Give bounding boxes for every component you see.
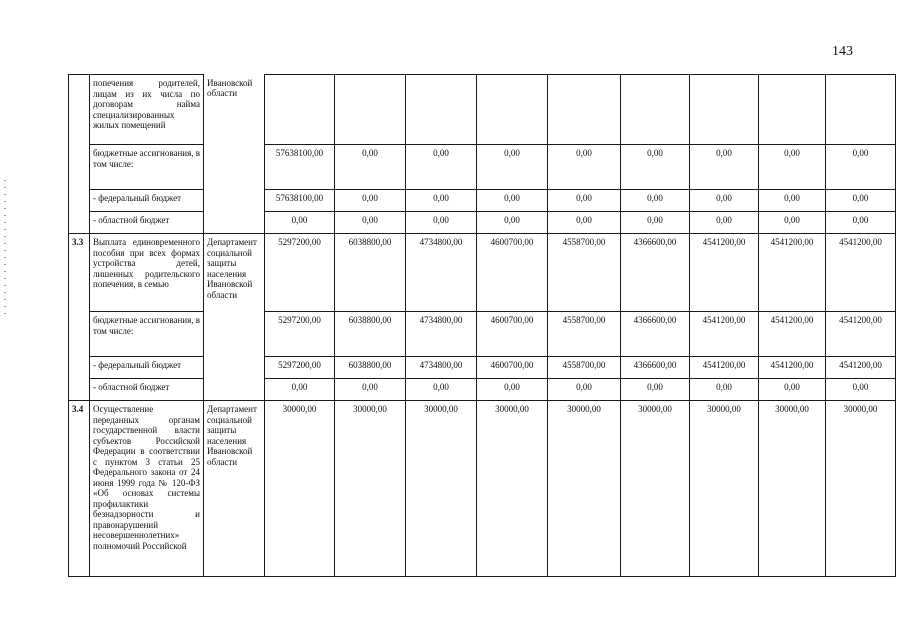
scan-artifact bbox=[4, 180, 6, 320]
value-cell: 0,00 bbox=[826, 379, 896, 401]
value-cell: 30000,00 bbox=[690, 401, 759, 577]
row-label: - федеральный бюджет bbox=[90, 357, 204, 379]
row-label: бюджетные ассигнования, в том числе: bbox=[90, 145, 204, 190]
value-cell: 6038800,00 bbox=[335, 357, 406, 379]
value-cell: 57638100,00 bbox=[265, 190, 335, 212]
value-cell: 0,00 bbox=[621, 190, 690, 212]
value-cell bbox=[690, 75, 759, 145]
row-number bbox=[69, 75, 90, 234]
value-cell: 0,00 bbox=[477, 145, 548, 190]
value-cell: 0,00 bbox=[335, 212, 406, 234]
value-cell: 4541200,00 bbox=[826, 234, 896, 312]
row-label: - областной бюджет bbox=[90, 212, 204, 234]
value-cell bbox=[826, 75, 896, 145]
value-cell: 4541200,00 bbox=[759, 357, 826, 379]
value-cell: 4558700,00 bbox=[548, 357, 621, 379]
value-cell: 0,00 bbox=[690, 379, 759, 401]
value-cell bbox=[406, 75, 477, 145]
table-row bbox=[69, 212, 896, 234]
value-cell: 0,00 bbox=[690, 145, 759, 190]
row-label: - федеральный бюджет bbox=[90, 190, 204, 212]
value-cell: 4366600,00 bbox=[621, 312, 690, 357]
value-cell: 0,00 bbox=[690, 190, 759, 212]
table-row bbox=[69, 379, 896, 401]
row-label: Осуществление переданных органам государственной власти субъектов Российской Федерации в соответствии с пунктом 3 статьи 25 Федерального закона от 24 июня 1999 года № 120-ФЗ «Об основах системы профилактики безнадзорности и правонарушений несовершеннолетних» полномочий Российской bbox=[90, 401, 204, 577]
value-cell bbox=[759, 75, 826, 145]
value-cell: 30000,00 bbox=[265, 401, 335, 577]
value-cell: 4734800,00 bbox=[406, 357, 477, 379]
value-cell: 30000,00 bbox=[621, 401, 690, 577]
value-cell: 0,00 bbox=[548, 379, 621, 401]
value-cell: 4734800,00 bbox=[406, 234, 477, 312]
page-number: 143 bbox=[832, 44, 853, 59]
value-cell: 30000,00 bbox=[477, 401, 548, 577]
value-cell: 0,00 bbox=[621, 212, 690, 234]
value-cell bbox=[548, 75, 621, 145]
row-label: попечения родителей, лицам из их числа по договорам найма специализированных жилых помещений bbox=[90, 75, 204, 145]
value-cell: 0,00 bbox=[477, 190, 548, 212]
value-cell: 4541200,00 bbox=[759, 234, 826, 312]
value-cell: 30000,00 bbox=[335, 401, 406, 577]
table-row bbox=[69, 75, 896, 145]
value-cell: 4600700,00 bbox=[477, 312, 548, 357]
value-cell: 0,00 bbox=[548, 212, 621, 234]
table-row bbox=[69, 234, 896, 312]
value-cell: 0,00 bbox=[406, 212, 477, 234]
value-cell: 0,00 bbox=[406, 190, 477, 212]
value-cell: 57638100,00 bbox=[265, 145, 335, 190]
value-cell: 0,00 bbox=[335, 190, 406, 212]
value-cell: 0,00 bbox=[477, 212, 548, 234]
value-cell: 4734800,00 bbox=[406, 312, 477, 357]
row-number: 3.3 bbox=[69, 234, 90, 401]
value-cell: 4541200,00 bbox=[690, 234, 759, 312]
table-row bbox=[69, 401, 896, 577]
responsible-organization: Департамент социальной защиты населения Ивановской области bbox=[204, 401, 265, 577]
value-cell: 0,00 bbox=[690, 212, 759, 234]
row-label: - областной бюджет bbox=[90, 379, 204, 401]
value-cell: 0,00 bbox=[826, 145, 896, 190]
value-cell: 0,00 bbox=[621, 379, 690, 401]
value-cell: 4558700,00 bbox=[548, 234, 621, 312]
value-cell: 4600700,00 bbox=[477, 234, 548, 312]
value-cell: 0,00 bbox=[406, 145, 477, 190]
value-cell: 0,00 bbox=[759, 145, 826, 190]
row-label: бюджетные ассигнования, в том числе: bbox=[90, 312, 204, 357]
value-cell: 5297200,00 bbox=[265, 357, 335, 379]
table-row bbox=[69, 145, 896, 190]
value-cell: 0,00 bbox=[826, 212, 896, 234]
budget-table bbox=[68, 74, 896, 577]
value-cell: 0,00 bbox=[406, 379, 477, 401]
value-cell: 5297200,00 bbox=[265, 234, 335, 312]
value-cell: 6038800,00 bbox=[335, 234, 406, 312]
value-cell: 0,00 bbox=[548, 190, 621, 212]
table-row bbox=[69, 190, 896, 212]
responsible-organization: Департамент социальной защиты населения Ивановской области bbox=[204, 234, 265, 401]
value-cell: 4541200,00 bbox=[759, 312, 826, 357]
table-row bbox=[69, 312, 896, 357]
value-cell: 0,00 bbox=[335, 145, 406, 190]
value-cell: 0,00 bbox=[621, 145, 690, 190]
row-label: Выплата единовременного пособия при всех формах устройства детей, лишенных родительского попечения, в семью bbox=[90, 234, 204, 312]
value-cell: 30000,00 bbox=[826, 401, 896, 577]
responsible-organization: Ивановской области bbox=[204, 75, 265, 234]
value-cell: 4541200,00 bbox=[690, 312, 759, 357]
value-cell bbox=[477, 75, 548, 145]
value-cell: 4541200,00 bbox=[690, 357, 759, 379]
value-cell: 4541200,00 bbox=[826, 357, 896, 379]
value-cell: 0,00 bbox=[477, 379, 548, 401]
value-cell: 0,00 bbox=[548, 145, 621, 190]
value-cell bbox=[335, 75, 406, 145]
value-cell: 0,00 bbox=[759, 212, 826, 234]
value-cell: 4541200,00 bbox=[826, 312, 896, 357]
value-cell: 0,00 bbox=[265, 379, 335, 401]
value-cell: 0,00 bbox=[335, 379, 406, 401]
value-cell: 30000,00 bbox=[406, 401, 477, 577]
value-cell: 4366600,00 bbox=[621, 357, 690, 379]
value-cell: 0,00 bbox=[265, 212, 335, 234]
value-cell bbox=[265, 75, 335, 145]
value-cell: 4600700,00 bbox=[477, 357, 548, 379]
value-cell: 4366600,00 bbox=[621, 234, 690, 312]
value-cell: 6038800,00 bbox=[335, 312, 406, 357]
row-number: 3.4 bbox=[69, 401, 90, 577]
value-cell: 0,00 bbox=[826, 190, 896, 212]
value-cell: 5297200,00 bbox=[265, 312, 335, 357]
value-cell: 4558700,00 bbox=[548, 312, 621, 357]
value-cell: 0,00 bbox=[759, 190, 826, 212]
value-cell: 0,00 bbox=[759, 379, 826, 401]
value-cell: 30000,00 bbox=[548, 401, 621, 577]
table-row bbox=[69, 357, 896, 379]
value-cell: 30000,00 bbox=[759, 401, 826, 577]
value-cell bbox=[621, 75, 690, 145]
